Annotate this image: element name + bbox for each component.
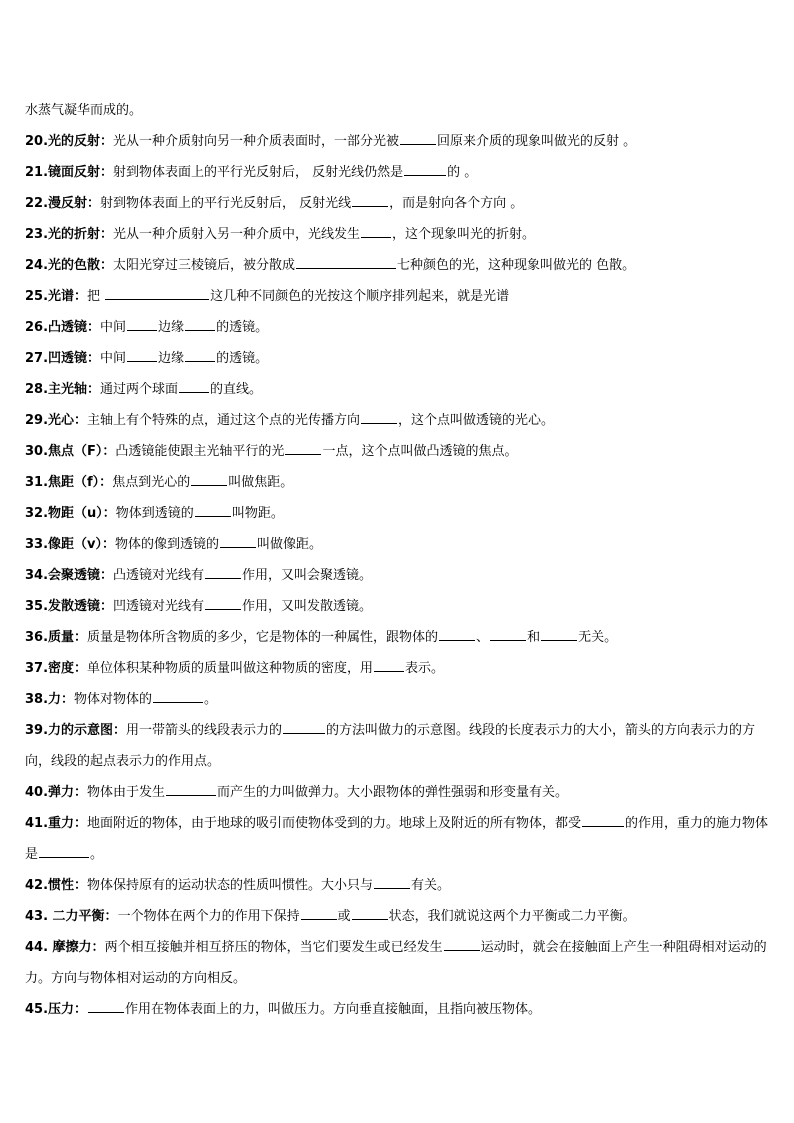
item-text: 叫做像距。 bbox=[257, 537, 323, 552]
fill-blank bbox=[352, 193, 388, 207]
item-term: 31.焦距（f）： bbox=[25, 475, 113, 490]
item-term: 35.发散透镜： bbox=[25, 599, 114, 614]
fill-blank bbox=[361, 410, 397, 424]
item-text: 、 bbox=[476, 630, 490, 645]
item-text: 质量是物体所含物质的多少，它是物体的一种属性，跟物体的 bbox=[87, 630, 439, 645]
page-content bbox=[25, 95, 770, 1025]
fill-blank bbox=[153, 689, 203, 703]
item-term: 28.主光轴： bbox=[25, 382, 101, 397]
list-item bbox=[25, 95, 770, 126]
item-text: 而产生的力叫做弹力。大小跟物体的弹性强弱和形变量有关。 bbox=[217, 785, 569, 800]
list-item bbox=[25, 343, 770, 374]
fill-blank bbox=[296, 255, 396, 269]
fill-blank bbox=[39, 844, 89, 858]
list-item bbox=[25, 560, 770, 591]
fill-blank bbox=[439, 627, 475, 641]
fill-blank bbox=[301, 906, 337, 920]
item-term: 32.物距（u）： bbox=[25, 506, 116, 521]
item-text: 一个物体在两个力的作用下保持 bbox=[117, 909, 300, 924]
list-item bbox=[25, 777, 770, 808]
list-item bbox=[25, 188, 770, 219]
item-text: 叫做焦距。 bbox=[228, 475, 294, 490]
item-text: 作用在物体表面上的力，叫做压力。方向垂直接触面，且指向被压物体。 bbox=[125, 1002, 542, 1017]
item-text: 状态，我们就说这两个力平衡或二力平衡。 bbox=[388, 909, 636, 924]
fill-blank bbox=[404, 162, 446, 176]
item-text: 运动时，就会在接触面上产生一种阻碍相对运动的力。方向与物体相对运动的方向相反。 bbox=[25, 940, 767, 986]
item-text: 射到物体表面上的平行光反射后， 反射光线 bbox=[100, 196, 352, 211]
item-text: 。 bbox=[204, 692, 218, 707]
item-text: 焦点到光心的 bbox=[112, 475, 191, 490]
list-item bbox=[25, 467, 770, 498]
item-text: 光从一种介质射向另一种介质表面时，一部分光被 bbox=[113, 134, 400, 149]
item-text: ，这个点叫做透镜的光心。 bbox=[398, 413, 555, 428]
item-term: 40.弹力： bbox=[25, 785, 88, 800]
fill-blank bbox=[166, 782, 216, 796]
item-text: 中间 bbox=[100, 351, 127, 366]
item-text: 物体的像到透镜的 bbox=[115, 537, 220, 552]
item-text: 中间 bbox=[100, 320, 127, 335]
item-text: 主轴上有个特殊的点，通过这个点的光传播方向 bbox=[87, 413, 361, 428]
list-item bbox=[25, 622, 770, 653]
list-item bbox=[25, 715, 770, 777]
item-text: 凸透镜对光线有 bbox=[113, 568, 205, 583]
item-term: 37.密度： bbox=[25, 661, 88, 676]
item-text: 的直线。 bbox=[210, 382, 263, 397]
list-item bbox=[25, 250, 770, 281]
item-text: 边缘 bbox=[158, 351, 185, 366]
item-text: 七种颜色的光，这种现象叫做光的 色散。 bbox=[397, 258, 636, 273]
item-text: 的透镜。 bbox=[216, 351, 269, 366]
item-text: 物体到透镜的 bbox=[115, 506, 194, 521]
list-item bbox=[25, 312, 770, 343]
list-item bbox=[25, 157, 770, 188]
item-text: 作用，又叫发散透镜。 bbox=[242, 599, 373, 614]
list-item bbox=[25, 374, 770, 405]
fill-blank bbox=[352, 906, 388, 920]
fill-blank bbox=[374, 875, 410, 889]
list-item bbox=[25, 932, 770, 994]
item-text: 这几种不同颜色的光按这个顺序排列起来，就是光谱 bbox=[210, 289, 510, 304]
item-term: 42.惯性： bbox=[25, 878, 88, 893]
fill-blank bbox=[582, 813, 624, 827]
item-term: 27.凹透镜： bbox=[25, 351, 101, 366]
item-text: 有关。 bbox=[411, 878, 451, 893]
list-item bbox=[25, 219, 770, 250]
fill-blank bbox=[361, 224, 391, 238]
item-text: 地面附近的物体，由于地球的吸引而使物体受到的力。地球上及附近的所有物体，都受 bbox=[87, 816, 582, 831]
fill-blank bbox=[127, 317, 157, 331]
item-text: 太阳光穿过三棱镜后，被分散成 bbox=[113, 258, 296, 273]
item-text: 的 。 bbox=[447, 165, 478, 180]
item-text: ，这个现象叫光的折射。 bbox=[392, 227, 536, 242]
fill-blank bbox=[205, 565, 241, 579]
item-text: 作用，又叫会聚透镜。 bbox=[242, 568, 373, 583]
item-text: 物体由于发生 bbox=[87, 785, 166, 800]
fill-blank bbox=[220, 534, 256, 548]
item-term: 22.漫反射： bbox=[25, 196, 101, 211]
item-term: 30.焦点（F）： bbox=[25, 444, 116, 459]
list-item bbox=[25, 870, 770, 901]
list-item bbox=[25, 529, 770, 560]
fill-blank bbox=[444, 937, 480, 951]
item-text: 单位体积某种物质的质量叫做这种物质的密度，用 bbox=[87, 661, 374, 676]
fill-blank bbox=[400, 131, 436, 145]
item-text: 凸透镜能使跟主光轴平行的光 bbox=[115, 444, 285, 459]
list-item bbox=[25, 653, 770, 684]
fill-blank bbox=[127, 348, 157, 362]
item-text: 或 bbox=[337, 909, 351, 924]
item-text: 光从一种介质射入另一种介质中，光线发生 bbox=[113, 227, 361, 242]
item-text: 射到物体表面上的平行光反射后， 反射光线仍然是 bbox=[113, 165, 404, 180]
item-text: 和 bbox=[527, 630, 541, 645]
item-text: 两个相互接触并相互挤压的物体，当它们要发生或已经发生 bbox=[104, 940, 443, 955]
item-text: 回原来介质的现象叫做光的反射 。 bbox=[437, 134, 637, 149]
item-text: 无关。 bbox=[578, 630, 618, 645]
fill-blank bbox=[541, 627, 577, 641]
item-text: 物体对物体的 bbox=[74, 692, 153, 707]
list-item bbox=[25, 994, 770, 1025]
item-text: 用一带箭头的线段表示力的 bbox=[126, 723, 283, 738]
item-term: 43. 二力平衡： bbox=[25, 909, 118, 924]
fill-blank bbox=[185, 348, 215, 362]
item-text: 表示。 bbox=[405, 661, 445, 676]
fill-blank bbox=[105, 286, 209, 300]
item-text: 物体保持原有的运动状态的性质叫惯性。大小只与 bbox=[87, 878, 374, 893]
item-term: 41.重力： bbox=[25, 816, 88, 831]
item-term: 24.光的色散： bbox=[25, 258, 114, 273]
list-item bbox=[25, 808, 770, 870]
list-item bbox=[25, 405, 770, 436]
list-item bbox=[25, 126, 770, 157]
item-text: 凹透镜对光线有 bbox=[113, 599, 205, 614]
item-term: 36.质量： bbox=[25, 630, 88, 645]
fill-blank bbox=[195, 503, 231, 517]
item-text: 通过两个球面 bbox=[100, 382, 179, 397]
fill-blank bbox=[191, 472, 227, 486]
item-text: 的方法叫做力的示意图。线段的长度表示力的大小，箭头的方向表示力的方向，线段的起点表示力的作用点。 bbox=[25, 723, 756, 769]
fill-blank bbox=[185, 317, 215, 331]
item-text: 。 bbox=[90, 847, 104, 862]
fill-blank bbox=[285, 441, 321, 455]
item-text: 叫物距。 bbox=[231, 506, 284, 521]
item-text: 把 bbox=[87, 289, 105, 304]
fill-blank bbox=[283, 720, 325, 734]
item-term: 23.光的折射： bbox=[25, 227, 114, 242]
fill-blank bbox=[88, 999, 124, 1013]
item-term: 44. 摩擦力： bbox=[25, 940, 105, 955]
item-term: 38.力： bbox=[25, 692, 75, 707]
item-term: 39.力的示意图： bbox=[25, 723, 127, 738]
fill-blank bbox=[179, 379, 209, 393]
item-term: 33.像距（v）： bbox=[25, 537, 116, 552]
fill-blank bbox=[374, 658, 404, 672]
item-text: 一点，这个点叫做凸透镜的焦点。 bbox=[322, 444, 518, 459]
item-text: ，而是射向各个方向 。 bbox=[389, 196, 524, 211]
item-term: 34.会聚透镜： bbox=[25, 568, 114, 583]
item-term: 45.压力： bbox=[25, 1002, 88, 1017]
fill-blank bbox=[205, 596, 241, 610]
item-term: 29.光心： bbox=[25, 413, 88, 428]
fill-blank bbox=[490, 627, 526, 641]
item-text: 的透镜。 bbox=[216, 320, 269, 335]
list-item bbox=[25, 498, 770, 529]
item-term: 21.镜面反射： bbox=[25, 165, 114, 180]
item-text: 边缘 bbox=[158, 320, 185, 335]
list-item bbox=[25, 901, 770, 932]
list-item bbox=[25, 591, 770, 622]
item-term: 26.凸透镜： bbox=[25, 320, 101, 335]
list-item bbox=[25, 281, 770, 312]
item-text: 水蒸气凝华而成的。 bbox=[25, 103, 143, 118]
item-term: 25.光谱： bbox=[25, 289, 88, 304]
list-item bbox=[25, 436, 770, 467]
item-text: 的作用，重力的施力物体是 bbox=[25, 816, 769, 862]
list-item bbox=[25, 684, 770, 715]
item-term: 20.光的反射： bbox=[25, 134, 114, 149]
